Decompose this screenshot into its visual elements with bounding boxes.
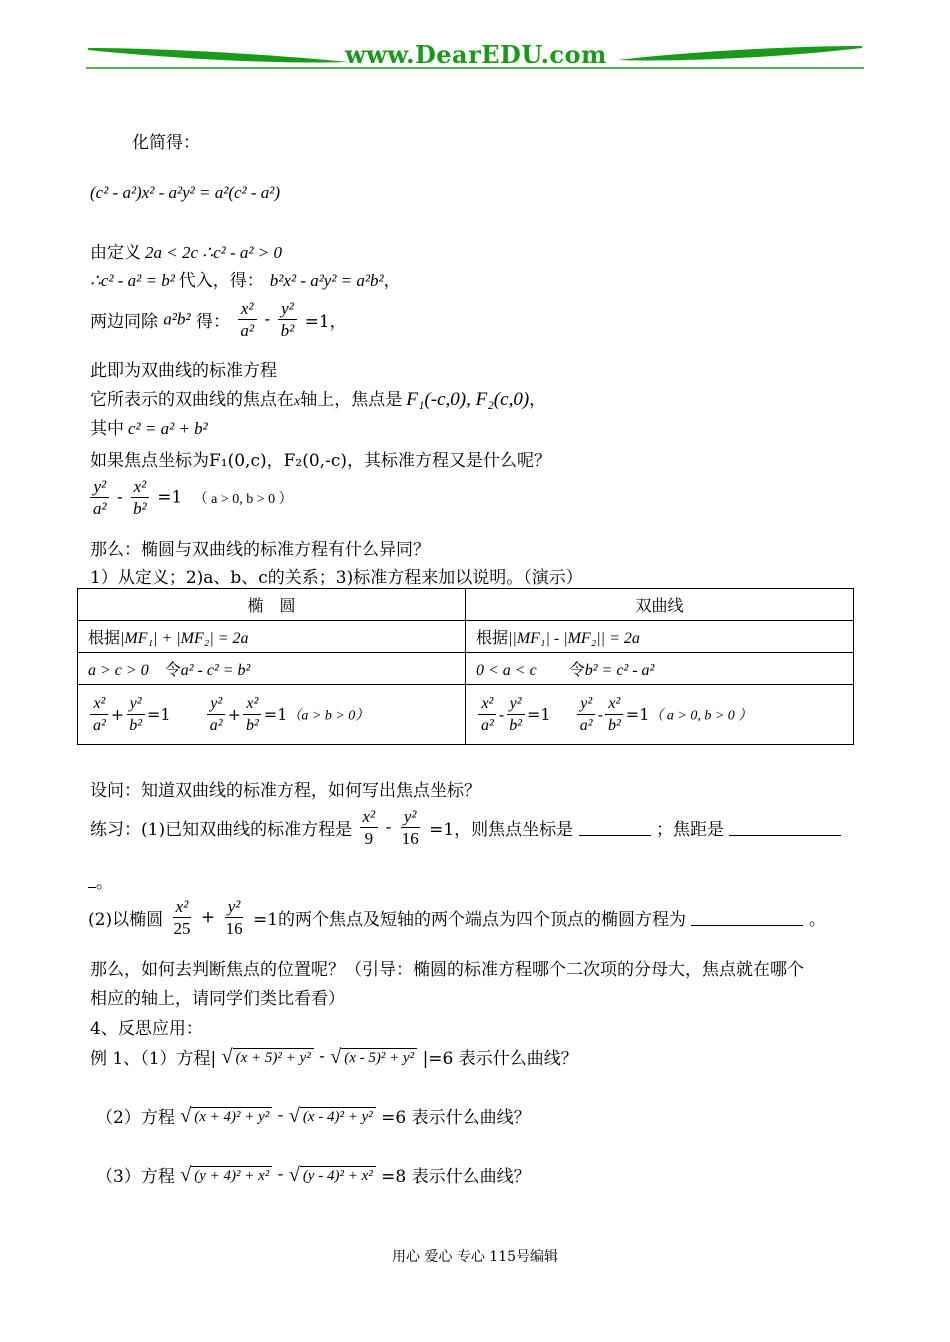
foci-line: 它所表示的双曲线的焦点在x轴上，焦点是 F₁(-c,0), F₂(c,0)， bbox=[90, 389, 547, 410]
ellipse-relation: a > c > 0 令a² - c² = b² bbox=[78, 653, 466, 685]
exercise-1-end: 。 bbox=[88, 868, 113, 893]
answer-blank-focal-distance[interactable] bbox=[729, 819, 841, 836]
table-header-row bbox=[78, 589, 854, 621]
example-1-part-2: （2）方程 √ (x + 4)² + y² - √ (x - 4)² + y² =6 表示什么曲线？ bbox=[96, 1104, 531, 1128]
hyperbola-equations: $\frac{\text{x²}}{\text{a²}}$ - $\frac{\text{y²}}{\text{b²}}$ =1 $\frac{\text{y²}}{\text{a²}}$ - $\frac{\text{x²}}{\text{b²}}$ =1（ a > 0, b > 0 ） bbox=[466, 685, 854, 745]
equation-simplified: (c² - a²)x² - a²y² = a²(c² - a²) bbox=[90, 183, 281, 202]
reflect-heading: 4、反思应用： bbox=[90, 1019, 203, 1039]
table-row bbox=[78, 653, 854, 685]
example-1-part-3: （3）方程 √ (y + 4)² + x² - √ (y - 4)² + x² =8 表示什么曲线？ bbox=[96, 1163, 531, 1187]
comparison-table bbox=[77, 588, 854, 745]
page-footer: 用心 爱心 专心 115号编辑 bbox=[391, 1249, 559, 1265]
table-row bbox=[78, 685, 854, 745]
hyperbola-relation: 0 < a < c 令b² = c² - a² bbox=[466, 653, 854, 685]
definition-line: 由定义 2a < 2c ∴c² - a² > 0 bbox=[90, 243, 282, 263]
exercise-1: 练习：(1)已知双曲线的标准方程是 $\frac{\text{x²}}{9}$ - $\frac{\text{y²}}{16}$ =1，则焦点坐标是 ；焦距是 bbox=[90, 806, 841, 849]
ellipse-equations: $\frac{\text{x²}}{\text{a²}}$ + $\frac{\text{y²}}{\text{b²}}$ =1 $\frac{\text{y²}}{\text{a²}}$ + $\frac{\text{x²}}{\text{b²}}$ =1（a > b > 0） bbox=[78, 685, 466, 745]
substitution-line: ∴c² - a² = b² 代入，得： b²x² - a²y² = a²b²， bbox=[90, 271, 401, 291]
compare-question: 那么：椭圆与双曲线的标准方程有什么异同？ bbox=[90, 540, 430, 560]
header-logo-text: www.DearEDU.com bbox=[345, 40, 607, 69]
divide-line: 两边同除 a²b² 得： $\frac{\text{x²}}{\text{a²}}$ - $\frac{\text{y²}}{\text{b²}}$ =1， bbox=[90, 299, 347, 340]
answer-blank-foci[interactable] bbox=[579, 819, 651, 836]
fraction-y2-b2: $\frac{\text{y²}}{\text{b²}}$ bbox=[278, 298, 298, 341]
vertical-hyperbola-equation: $\frac{\text{y²}}{\text{a²}}$ - $\frac{\text{x²}}{\text{b²}}$ =1 （ a > 0, b > 0 ） bbox=[88, 476, 293, 519]
set-question: 设问：知道双曲线的标准方程，如何写出焦点坐标？ bbox=[90, 781, 481, 801]
header-ellipse: 椭 圆 bbox=[78, 589, 466, 621]
ellipse-definition: 根据|MF₁| + |MF₂| = 2a bbox=[78, 621, 466, 653]
fraction-x2-a2: $\frac{\text{x²}}{\text{a²}}$ bbox=[237, 298, 257, 341]
header-hyperbola: 双曲线 bbox=[466, 589, 854, 621]
standard-note: 此即为双曲线的标准方程 bbox=[90, 361, 277, 381]
table-row bbox=[78, 621, 854, 653]
where-line: 其中 c² = a² + b² bbox=[90, 419, 208, 439]
hyperbola-definition: 根据||MF₁| - |MF₂|| = 2a bbox=[466, 621, 854, 653]
exercise-2: (2)以椭圆 $\frac{\text{x²}}{25}$ + $\frac{\text{y²}}{16}$ =1的两个焦点及短轴的两个端点为四个顶点的椭圆方程为 。 bbox=[88, 897, 826, 938]
header-banner bbox=[86, 38, 864, 72]
question-line: 如果焦点坐标为F₁(0,c)，F₂(0,-c)，其标准方程又是什么呢？ bbox=[90, 451, 551, 471]
judge-line-1: 那么，如何去判断焦点的位置呢？（引导：椭圆的标准方程哪个二次项的分母大，焦点就在哪个 bbox=[90, 960, 804, 980]
compare-method: 1）从定义；2)a、b、c的关系；3)标准方程来加以说明。（演示） bbox=[90, 568, 583, 588]
answer-blank-ellipse[interactable] bbox=[691, 909, 803, 926]
simplify-label: 化简得： bbox=[132, 133, 200, 153]
judge-line-2: 相应的轴上，请同学们类比看看） bbox=[90, 989, 345, 1009]
example-1-part-1: 例 1、（1）方程| √ (x + 5)² + y² - √ (x - 5)² + y² |=6 表示什么曲线？ bbox=[90, 1045, 578, 1069]
